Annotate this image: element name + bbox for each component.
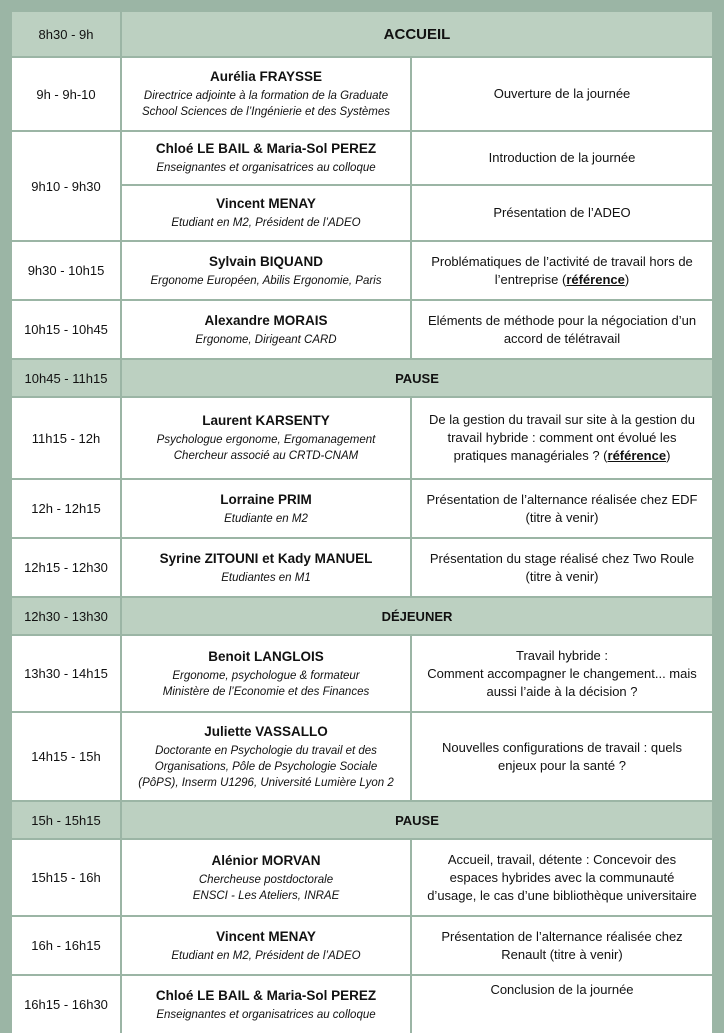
speaker-role: Psychologue ergonome, Ergomanagement xyxy=(156,434,376,446)
time-cell: 15h15 - 16h xyxy=(12,840,120,915)
speaker-role: Chercheur associé au CRTD-CNAM xyxy=(173,450,359,462)
speaker-cell xyxy=(122,186,410,240)
speaker-role: Organisations, Pôle de Psychologie Sociale xyxy=(154,760,378,773)
speaker-cell xyxy=(122,539,410,596)
speaker-role: Ergonome, psychologue & formateur xyxy=(172,669,360,682)
speaker-name: Syrine ZITOUNI et Kady MANUEL xyxy=(159,550,373,566)
speaker-cell xyxy=(122,840,410,915)
talk-cell xyxy=(412,132,712,184)
speaker-name: Alexandre MORAIS xyxy=(204,312,328,328)
speaker-cell xyxy=(122,480,410,537)
speaker-cell xyxy=(122,58,410,130)
break-label-accueil: ACCUEIL xyxy=(122,12,712,56)
talk-title: Conclusion de la journée xyxy=(490,982,634,997)
speaker-cell xyxy=(122,976,410,1033)
talk-title-line xyxy=(495,271,629,289)
talk-title: Accueil, travail, détente : Concevoir des xyxy=(447,851,677,867)
speaker-role: Doctorante en Psychologie du travail et des xyxy=(155,744,377,757)
talk-title: l’entreprise ( xyxy=(494,271,567,287)
talk-title: pratiques managériales ? ( xyxy=(453,448,608,463)
talk-title: Introduction de la journée xyxy=(488,150,636,165)
schedule-table xyxy=(12,12,712,1021)
speaker-role: Etudiant en M2, Président de l’ADEO xyxy=(171,217,361,229)
time-cell: 12h15 - 12h30 xyxy=(12,539,120,596)
talk-title: De la gestion du travail sur site à la gestion du xyxy=(429,412,695,427)
speaker-role: Etudiantes en M1 xyxy=(221,571,311,584)
speaker-role: Etudiante en M2 xyxy=(224,512,308,525)
speaker-cell xyxy=(122,132,410,184)
time-cell: 12h - 12h15 xyxy=(12,480,120,537)
speaker-role: Directrice adjointe à la formation de la Graduate xyxy=(143,90,389,102)
talk-title: Eléments de méthode pour la négociation d’un xyxy=(427,312,697,328)
speaker-name: Aurélia FRAYSSE xyxy=(209,69,323,84)
talk-title: ) xyxy=(666,448,671,463)
talk-title: (titre à venir) xyxy=(525,509,599,525)
speaker-name: Chloé LE BAIL & Maria-Sol PEREZ xyxy=(155,141,377,156)
time-cell: 11h15 - 12h xyxy=(12,398,120,478)
reference-link[interactable]: référence xyxy=(566,271,625,287)
time-cell: 16h - 16h15 xyxy=(12,917,120,974)
speaker-cell xyxy=(122,713,410,800)
speaker-name: Juliette VASSALLO xyxy=(204,723,328,739)
talk-title: aussi l’aide à la décision ? xyxy=(486,683,638,699)
time-cell: 13h30 - 14h15 xyxy=(12,636,120,711)
speaker-cell xyxy=(122,242,410,299)
talk-cell xyxy=(412,917,712,974)
speaker-cell xyxy=(122,636,410,711)
talk-title: Ouverture de la journée xyxy=(493,86,631,101)
talk-cell xyxy=(412,480,712,537)
time-cell: 10h15 - 10h45 xyxy=(12,301,120,358)
talk-title: Présentation de l’alternance réalisée chez xyxy=(441,928,683,944)
talk-title: Présentation de l’alternance réalisée chez EDF xyxy=(426,491,698,507)
talk-cell xyxy=(412,976,712,1033)
speaker-name: Lorraine PRIM xyxy=(220,491,312,507)
talk-cell xyxy=(412,636,712,711)
speaker-role: ENSCI - Les Ateliers, INRAE xyxy=(192,889,340,902)
talk-cell xyxy=(412,58,712,130)
speaker-name: Vincent MENAY xyxy=(216,196,316,211)
time-cell: 9h - 9h-10 xyxy=(12,58,120,130)
talk-cell xyxy=(412,713,712,800)
talk-title: Travail hybride : xyxy=(516,647,608,663)
reference-link[interactable]: référence xyxy=(607,448,667,463)
time-cell: 16h15 - 16h30 xyxy=(12,976,120,1033)
talk-title: Comment accompagner le changement... mais xyxy=(427,665,697,681)
speaker-role: School Sciences de l’Ingénierie et des Systèmes xyxy=(141,106,391,118)
talk-title: espaces hybrides avec la communauté xyxy=(449,869,675,885)
talk-title: enjeux pour la santé ? xyxy=(498,757,626,773)
talk-cell xyxy=(412,186,712,240)
speaker-role: Enseignantes et organisatrices au colloque xyxy=(156,162,376,174)
speaker-name: Sylvain BIQUAND xyxy=(208,253,324,269)
time-cell: 10h45 - 11h15 xyxy=(12,360,120,396)
talk-title-line xyxy=(454,447,671,465)
speaker-cell xyxy=(122,301,410,358)
talk-title: Présentation de l’ADEO xyxy=(493,205,631,220)
speaker-name: Alénior MORVAN xyxy=(211,852,321,868)
speaker-role: Chercheuse postdoctorale xyxy=(198,873,334,886)
speaker-role: Ministère de l’Economie et des Finances xyxy=(162,685,370,698)
speaker-role: (PôPS), Inserm U1296, Université Lumière Lyon 2 xyxy=(138,776,394,789)
speaker-cell xyxy=(122,917,410,974)
talk-cell xyxy=(412,242,712,299)
talk-title: d’usage, le cas d’une bibliothèque universitaire xyxy=(427,887,697,903)
talk-title: Renault (titre à venir) xyxy=(501,946,623,962)
speaker-role: Ergonome, Dirigeant CARD xyxy=(195,333,337,346)
speaker-role: Enseignantes et organisatrices au colloque xyxy=(156,1008,376,1021)
talk-title: Nouvelles configurations de travail : quels xyxy=(442,739,682,755)
talk-title: Problématiques de l’activité de travail hors de xyxy=(431,253,693,269)
speaker-role: Ergonome Européen, Abilis Ergonomie, Paris xyxy=(150,274,382,287)
time-cell: 8h30 - 9h xyxy=(12,12,120,56)
speaker-name: Vincent MENAY xyxy=(216,928,316,944)
speaker-name: Chloé LE BAIL & Maria-Sol PEREZ xyxy=(155,987,377,1003)
talk-cell xyxy=(412,398,712,478)
speaker-cell xyxy=(122,398,410,478)
talk-title: Présentation du stage réalisé chez Two Roule xyxy=(429,550,695,566)
time-cell: 9h30 - 10h15 xyxy=(12,242,120,299)
speaker-name: Benoit LANGLOIS xyxy=(208,648,324,664)
talk-cell xyxy=(412,301,712,358)
break-label-pause: PAUSE xyxy=(122,802,712,838)
talk-title: (titre à venir) xyxy=(525,568,599,584)
talk-title: travail hybride : comment ont évolué les xyxy=(447,430,677,445)
talk-title: accord de télétravail xyxy=(503,330,621,346)
talk-cell xyxy=(412,539,712,596)
break-label-dejeuner: DÉJEUNER xyxy=(122,598,712,634)
time-cell: 12h30 - 13h30 xyxy=(12,598,120,634)
speaker-name: Laurent KARSENTY xyxy=(202,413,330,428)
time-cell: 9h10 - 9h30 xyxy=(12,132,120,240)
talk-title: ) xyxy=(624,271,630,287)
time-cell: 15h - 15h15 xyxy=(12,802,120,838)
talk-cell xyxy=(412,840,712,915)
break-label-pause: PAUSE xyxy=(122,360,712,396)
speaker-role: Etudiant en M2, Président de l’ADEO xyxy=(171,949,361,962)
time-cell: 14h15 - 15h xyxy=(12,713,120,800)
